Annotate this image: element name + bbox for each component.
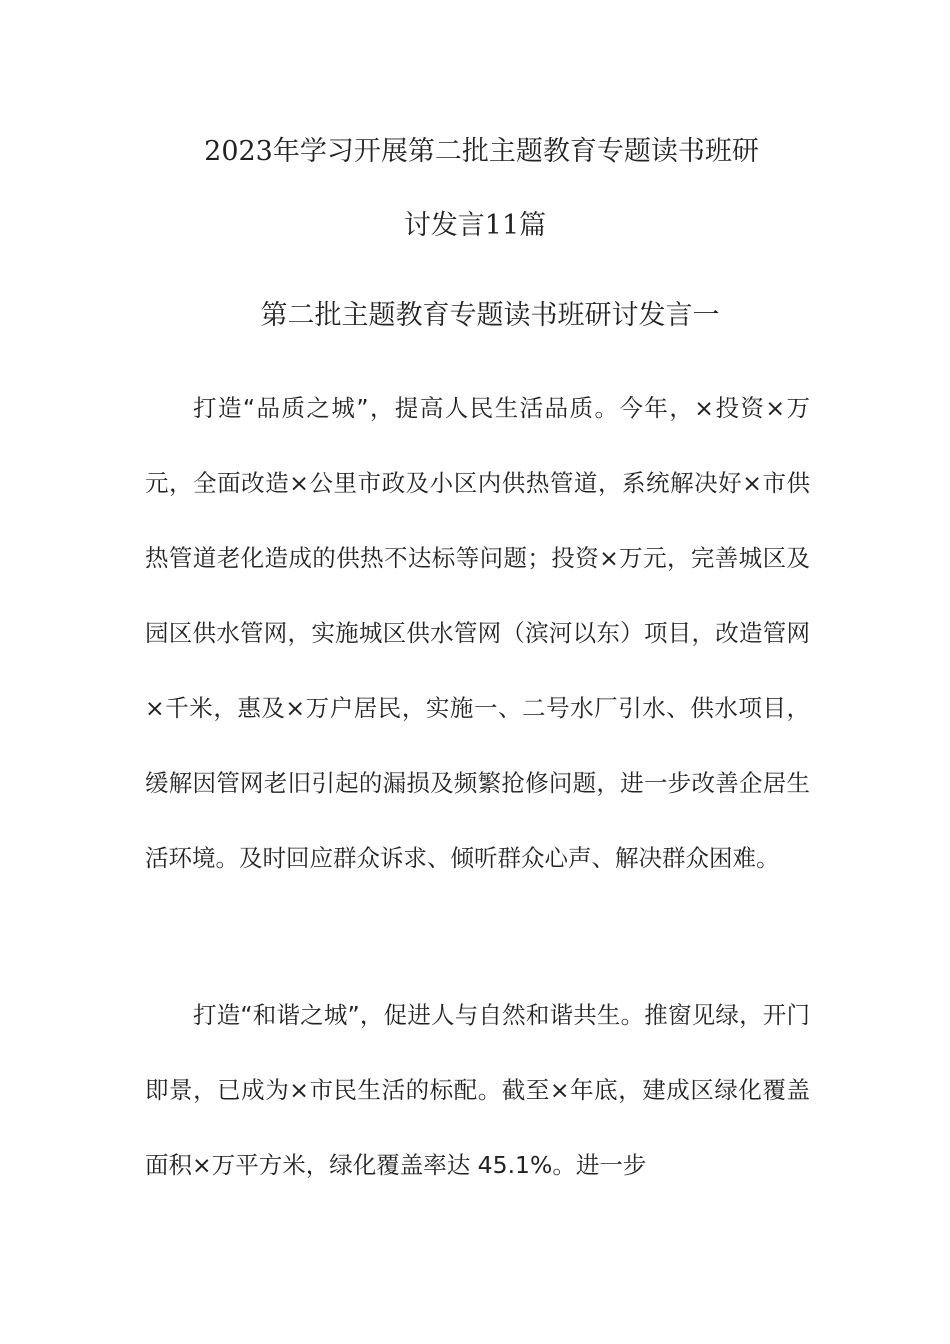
document-title-line-2: 讨发言11篇	[403, 210, 547, 241]
body-paragraph-2: 打造“和谐之城”，促进人与自然和谐共生。推窗见绿，开门即景，已成为×市民生活的标配。截至×年底，建成区绿化覆盖面积×万平方米，绿化覆盖率达 45.1%。进一步	[145, 1001, 810, 1179]
document-title-line-1: 2023年学习开展第二批主题教育专题读书班研	[204, 136, 759, 167]
section-subtitle: 第二批主题教育专题读书班研讨发言一	[260, 300, 720, 331]
body-paragraph-1: 打造“品质之城”，提高人民生活品质。今年，×投资×万元，全面改造×公里市政及小区内供热管道，系统解决好×市供热管道老化造成的供热不达标等问题；投资×万元，完善城区及园区供水管网，实施城区供水管网（滨河以东）项目，改造管网×千米，惠及×万户居民，实施一、二号水厂引水、供水项目，缓解因管网老旧引起的漏损及频繁抢修问题，进一步改善企居生活环境。及时回应群众诉求、倾听群众心声、解决群众困难。	[145, 394, 810, 872]
